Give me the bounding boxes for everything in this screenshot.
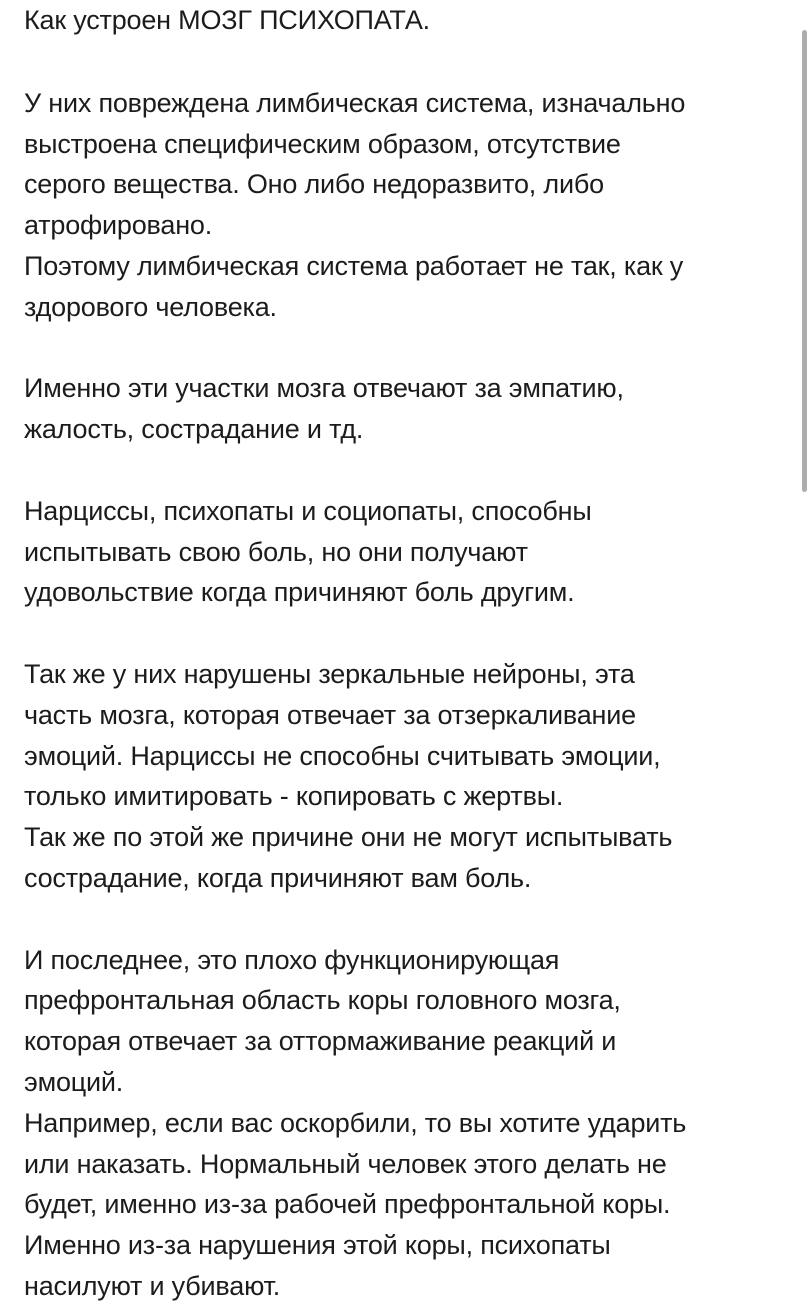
- note-title: Как устроен МОЗГ ПСИХОПАТА.: [24, 5, 430, 35]
- text-line: будет, именно из-за рабочей префронтальной коры.: [24, 1189, 671, 1220]
- note-text-body[interactable]: [24, 0, 784, 1307]
- text-line: часть мозга, которая отвечает за отзеркаливание: [24, 699, 636, 730]
- text-line: испытывать свою боль, но они получают: [24, 536, 528, 567]
- text-line: насилуют и убивают.: [24, 1270, 281, 1301]
- text-line: здорового человека.: [24, 291, 277, 322]
- text-line: сострадание, когда причиняют вам боль.: [24, 862, 532, 893]
- text-line: Поэтому лимбическая система работает не так, как у: [24, 250, 684, 281]
- paragraph-gap: [24, 328, 784, 369]
- paragraph-gap: [24, 899, 784, 940]
- paragraph-gap: [24, 613, 784, 654]
- text-line: У них повреждена лимбическая система, изначально: [24, 87, 686, 118]
- text-line: выстроена специфическим образом, отсутствие: [24, 128, 621, 159]
- text-line: Например, если вас оскорбили, то вы хотите ударить: [24, 1107, 687, 1138]
- text-line: атрофировано.: [24, 210, 213, 241]
- text-line: Именно из-за нарушения этой коры, психопаты: [24, 1230, 611, 1261]
- scrollbar-thumb[interactable]: [802, 30, 807, 492]
- paragraph-gap: [24, 42, 784, 83]
- text-line: только имитировать - копировать с жертвы.: [24, 781, 564, 812]
- text-line: которая отвечает за оттормаживание реакций и: [24, 1026, 617, 1057]
- text-line: И последнее, это плохо функционирующая: [24, 944, 560, 975]
- text-line: Именно эти участки мозга отвечают за эмпатию,: [24, 373, 624, 404]
- text-line: удовольствие когда причиняют боль другим.: [24, 577, 575, 608]
- text-line: Так же у них нарушены зеркальные нейроны, эта: [24, 658, 635, 689]
- text-line: или наказать. Нормальный человек этого делать не: [24, 1148, 667, 1179]
- text-line: эмоций. Нарциссы не способны считывать эмоции,: [24, 740, 661, 771]
- text-line: Нарциссы, психопаты и социопаты, способны: [24, 495, 592, 526]
- text-line: префронтальная область коры головного мозга,: [24, 985, 621, 1016]
- text-line: эмоций.: [24, 1066, 124, 1097]
- paragraph-gap: [24, 450, 784, 491]
- text-line: Так же по этой же причине они не могут испытывать: [24, 822, 673, 853]
- text-line: серого вещества. Оно либо недоразвито, либо: [24, 169, 604, 200]
- text-line: жалость, сострадание и тд.: [24, 414, 364, 445]
